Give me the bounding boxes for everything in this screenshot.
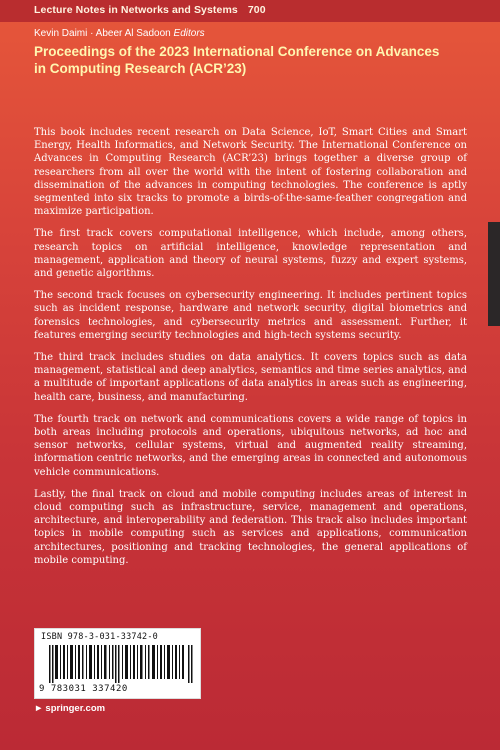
series-name: Lecture Notes in Networks and Systems bbox=[34, 4, 238, 16]
blurb-paragraph: The second track focuses on cybersecurity engineering. It includes pertinent topics such as incident response, hardware and network security, digital biometrics and forensics technologies, and cybersecurity metrics and assessment. Further, it features emerging security technologies and high-tech systems security. bbox=[34, 290, 467, 341]
blurb-paragraph: The first track covers computational intelligence, which include, among others, research topics on artificial intelligence, knowledge representation and management, application and theory of neural systems, fuzzy and expert systems, and genetic algorithms. bbox=[34, 228, 467, 280]
series-volume: 700 bbox=[247, 4, 266, 16]
publisher-url: springer.com bbox=[45, 703, 106, 714]
editor-names: Kevin Daimi · Abeer Al Sadoon bbox=[34, 28, 171, 39]
isbn-barcode-box bbox=[34, 628, 201, 699]
series-line bbox=[34, 4, 266, 16]
isbn-label: ISBN 978-3-031-33742-0 bbox=[41, 632, 158, 642]
book-title: Proceedings of the 2023 International Conference on Advances in Computing Research (ACR’23) bbox=[34, 44, 440, 76]
ean-digits: 9 783031 337420 bbox=[39, 684, 128, 694]
back-cover-blurb bbox=[34, 126, 467, 576]
blurb-paragraph: This book includes recent research on Data Science, IoT, Smart Cities and Smart Energy, Health Informatics, and Network Security. The International Conference on Advances in Computing Research (ACR’23) brings together a diverse group of researchers from all over the world with the intent of fostering collaboration and dissemination of the advances in computing technologies. The conference is aptly segmented into six tracks to promote a birds-of-the-same-feather congregation and maximize participation. bbox=[34, 127, 467, 218]
editors-role: Editors bbox=[173, 28, 205, 39]
arrow-icon: ► bbox=[34, 703, 44, 714]
barcode-image bbox=[49, 645, 195, 683]
blurb-paragraph: The fourth track on network and communications covers a wide range of topics in both areas including protocols and operations, ubiquitous networks, ad hoc and sensor networks, cellular systems, virtual and augmented reality streaming, information centric networks, and the emerging areas in connected and autonomous vehicle communications. bbox=[34, 413, 467, 478]
blurb-paragraph: The third track includes studies on data analytics. It covers topics such as data management, statistical and deep analytics, semantics and time series analytics, and a multitude of important applications of data analytics in areas such as engineering, health care, business, and manufacturing. bbox=[34, 352, 467, 403]
publisher-link[interactable] bbox=[34, 703, 105, 714]
blurb-paragraph: Lastly, the final track on cloud and mobile computing includes areas of interest in cloud computing such as infrastructure, service, management and operations, architecture, and interoperability and federation. This track also includes important topics in mobile computing such as services and applications, communication architectures, positioning and tracking technologies, the general applications of mobile computing. bbox=[34, 488, 467, 566]
editors-line bbox=[34, 28, 205, 39]
side-tab bbox=[488, 222, 500, 326]
